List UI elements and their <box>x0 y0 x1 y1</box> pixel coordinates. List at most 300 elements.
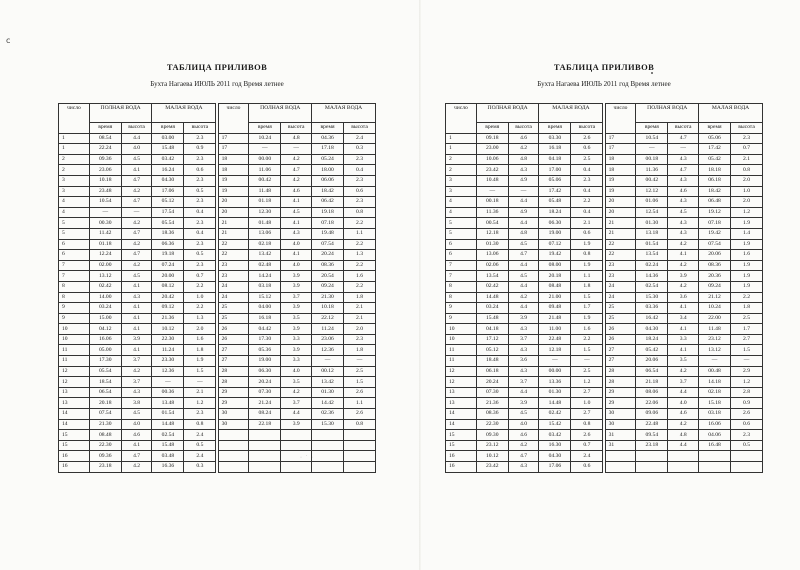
table-cell: 02.18 <box>699 387 731 398</box>
table-cell: 4.8 <box>668 430 699 441</box>
table-cell: 4.3 <box>668 175 699 186</box>
day-header: число <box>59 104 90 134</box>
table-cell <box>312 462 344 473</box>
table-cell: 02.42 <box>476 281 508 292</box>
table-cell: 4.2 <box>508 144 539 155</box>
table-cell: 4.3 <box>508 462 539 473</box>
table-cell: 0.4 <box>184 228 216 239</box>
table-cell: 4.1 <box>668 250 699 261</box>
table-cell: 4.1 <box>121 324 152 335</box>
table-cell: 0.8 <box>731 165 763 176</box>
table-cell: 2.3 <box>344 197 376 208</box>
table-cell: 3.7 <box>121 356 152 367</box>
table-cell: 18.48 <box>476 356 508 367</box>
table-cell: 18 <box>605 154 636 165</box>
table-cell: 13 <box>59 387 90 398</box>
table-row <box>446 430 763 441</box>
table-cell: 4 <box>446 207 477 218</box>
table-cell: 03.42 <box>152 154 184 165</box>
table-cell: 1.6 <box>344 271 376 282</box>
table-cell: 29 <box>605 398 636 409</box>
table-cell: 09.36 <box>89 154 121 165</box>
table-cell: 4.9 <box>508 207 539 218</box>
table-cell: 20.18 <box>89 398 121 409</box>
table-cell: 4.2 <box>121 218 152 229</box>
table-cell: 04.12 <box>89 324 121 335</box>
table-cell: 17.42 <box>699 144 731 155</box>
table-cell: 20.54 <box>312 271 344 282</box>
table-cell: 10.48 <box>476 175 508 186</box>
table-cell: 17.30 <box>89 356 121 367</box>
table-cell: 11.24 <box>312 324 344 335</box>
table-cell: 4.5 <box>121 409 152 420</box>
table-cell: 13.12 <box>89 271 121 282</box>
table-cell <box>731 451 763 462</box>
table-cell: 23.42 <box>476 462 508 473</box>
table-cell: 4.4 <box>508 281 539 292</box>
table-cell: 0.6 <box>571 462 603 473</box>
table-cell: 10.12 <box>476 451 508 462</box>
table-cell: 04.30 <box>539 451 571 462</box>
table-cell: 02.54 <box>152 430 184 441</box>
table-cell: 08.36 <box>312 260 344 271</box>
table-cell: 2.1 <box>344 313 376 324</box>
table-cell: 31 <box>605 430 636 441</box>
table-cell: 3 <box>59 175 90 186</box>
table-cell: 2.6 <box>344 409 376 420</box>
table-cell: 28 <box>218 366 249 377</box>
table-cell: 3 <box>446 186 477 197</box>
table-cell: 1.9 <box>571 260 603 271</box>
table-cell: 05.42 <box>699 154 731 165</box>
table-cell: 28 <box>218 377 249 388</box>
table-cell: 17.30 <box>249 334 281 345</box>
table-cell: 4.0 <box>121 144 152 155</box>
table-cell: 20.00 <box>152 271 184 282</box>
table-cell <box>344 430 376 441</box>
table-row <box>59 154 376 165</box>
table-cell: 21 <box>605 228 636 239</box>
table-row <box>59 228 376 239</box>
table-cell: 2.0 <box>344 324 376 335</box>
table-cell: 18.54 <box>89 377 121 388</box>
table-row <box>59 239 376 250</box>
table-cell: 5 <box>446 218 477 229</box>
table-row <box>59 356 376 367</box>
table-cell: 00.00 <box>249 154 281 165</box>
table-cell: 16.18 <box>539 144 571 155</box>
table-cell: 15.30 <box>312 419 344 430</box>
table-cell: — <box>668 144 699 155</box>
table-row <box>59 377 376 388</box>
table-cell: — <box>184 377 216 388</box>
table-cell: 26 <box>218 334 249 345</box>
table-cell: 02.18 <box>249 239 281 250</box>
table-row <box>59 409 376 420</box>
height-header: высота <box>668 123 699 134</box>
table-cell <box>249 462 281 473</box>
table-cell: 20.18 <box>539 271 571 282</box>
table-cell: 2 <box>446 154 477 165</box>
table-cell: 21.36 <box>476 398 508 409</box>
table-cell: 2.7 <box>731 334 763 345</box>
table-cell: — <box>476 186 508 197</box>
table-cell: 15.00 <box>89 313 121 324</box>
speck <box>651 72 653 74</box>
table-cell: 11.48 <box>699 324 731 335</box>
table-cell: 4.0 <box>508 419 539 430</box>
table-cell: 2.5 <box>571 366 603 377</box>
table-cell: 4.3 <box>508 165 539 176</box>
table-cell: 2.5 <box>571 154 603 165</box>
table-cell: 4.2 <box>668 366 699 377</box>
table-cell: 3.5 <box>668 356 699 367</box>
table-cell: 4.0 <box>121 419 152 430</box>
table-cell: 4.4 <box>508 260 539 271</box>
table-cell: 2.6 <box>731 409 763 420</box>
table-row <box>59 462 376 473</box>
table-cell: 16.18 <box>249 313 281 324</box>
table-cell: 03.30 <box>539 133 571 144</box>
table-cell: 1.1 <box>571 271 603 282</box>
table-row <box>59 271 376 282</box>
table-cell: 4.3 <box>508 366 539 377</box>
table-cell: 4.4 <box>668 440 699 451</box>
table-cell: 08.48 <box>89 430 121 441</box>
table-cell: 07.30 <box>249 387 281 398</box>
table-cell <box>218 430 249 441</box>
table-cell: 4.6 <box>508 133 539 144</box>
table-cell <box>281 462 312 473</box>
table-cell: 14 <box>59 419 90 430</box>
table-cell: 14.48 <box>539 398 571 409</box>
table-cell: 12 <box>59 377 90 388</box>
table-cell: 09.36 <box>89 451 121 462</box>
table-cell: 19 <box>605 175 636 186</box>
table-cell: 4.1 <box>121 303 152 314</box>
time-header: время <box>699 123 731 134</box>
table-cell: 4.8 <box>508 228 539 239</box>
table-cell: 02.54 <box>636 281 668 292</box>
table-cell <box>218 462 249 473</box>
table-cell: 2.3 <box>344 175 376 186</box>
table-cell: 22.48 <box>539 334 571 345</box>
table-cell: 3 <box>446 175 477 186</box>
table-cell: 4.2 <box>668 281 699 292</box>
table-cell: 20.36 <box>699 271 731 282</box>
table-cell: 1.9 <box>731 271 763 282</box>
table-cell: 17 <box>218 144 249 155</box>
table-cell: 4.3 <box>121 387 152 398</box>
table-cell: 05.48 <box>539 197 571 208</box>
table-cell: 22.30 <box>152 334 184 345</box>
table-cell: 4.1 <box>281 218 312 229</box>
table-cell: 1.6 <box>571 324 603 335</box>
table-cell: 01.30 <box>476 239 508 250</box>
table-cell: 26 <box>605 334 636 345</box>
table-cell: 11.00 <box>539 324 571 335</box>
table-cell: 1.0 <box>731 186 763 197</box>
table-cell: 09.30 <box>476 430 508 441</box>
table-cell: 1 <box>59 144 90 155</box>
table-cell: 3.7 <box>508 334 539 345</box>
table-cell: 03.24 <box>89 303 121 314</box>
table-cell: 1.8 <box>731 303 763 314</box>
height-header: высота <box>281 123 312 134</box>
table-cell: 18.36 <box>152 228 184 239</box>
table-cell: 16.30 <box>539 440 571 451</box>
table-cell: 03.24 <box>476 303 508 314</box>
table-cell: 4.3 <box>668 197 699 208</box>
page-fold <box>419 0 421 570</box>
table-row <box>59 165 376 176</box>
table-cell: 0.4 <box>344 165 376 176</box>
table-cell: 20.24 <box>249 377 281 388</box>
table-row <box>446 144 763 155</box>
table-cell: 13.36 <box>539 377 571 388</box>
table-cell: 20 <box>218 207 249 218</box>
table-row <box>446 197 763 208</box>
table-cell: 18.42 <box>699 186 731 197</box>
table-cell: 12.30 <box>249 207 281 218</box>
table-row <box>59 451 376 462</box>
table-cell: 10.18 <box>89 175 121 186</box>
table-cell: 2.3 <box>184 175 216 186</box>
table-cell: 2.4 <box>184 451 216 462</box>
table-cell: 03.36 <box>636 303 668 314</box>
table-cell: 05.12 <box>476 345 508 356</box>
table-cell: 0.8 <box>571 419 603 430</box>
table-cell: 1.7 <box>731 324 763 335</box>
table-cell: 00.00 <box>539 366 571 377</box>
table-subtitle: Бухта Нагаева ИЮЛЬ 2011 год Время летнее <box>150 80 284 88</box>
table-cell: 3.6 <box>508 356 539 367</box>
table-cell: 11.42 <box>89 228 121 239</box>
table-cell: 06.48 <box>699 197 731 208</box>
table-cell <box>312 430 344 441</box>
table-cell: 22 <box>605 239 636 250</box>
table-cell: 24 <box>605 292 636 303</box>
table-cell: 00.48 <box>699 366 731 377</box>
table-cell: 23.12 <box>699 334 731 345</box>
table-cell: 1.1 <box>344 228 376 239</box>
table-cell: 1.0 <box>571 398 603 409</box>
table-row <box>446 218 763 229</box>
table-cell: 12.36 <box>152 366 184 377</box>
table-cell: 12.18 <box>539 345 571 356</box>
table-cell: 08.12 <box>152 281 184 292</box>
table-cell: 13.54 <box>636 250 668 261</box>
table-cell: 10.06 <box>476 154 508 165</box>
table-cell: 14.42 <box>312 398 344 409</box>
table-cell: 5 <box>59 218 90 229</box>
table-cell: 4.1 <box>668 324 699 335</box>
table-cell: 4.5 <box>281 207 312 218</box>
table-cell: 04.18 <box>539 154 571 165</box>
table-cell: 00.18 <box>636 154 668 165</box>
day-header: число <box>605 104 636 134</box>
table-row <box>446 409 763 420</box>
table-cell: 17.00 <box>539 165 571 176</box>
table-cell: 26 <box>605 324 636 335</box>
table-cell: 2.3 <box>184 133 216 144</box>
table-cell: 3.7 <box>281 398 312 409</box>
table-cell: 0.9 <box>731 398 763 409</box>
table-cell: 20.24 <box>312 250 344 261</box>
table-cell: 4.7 <box>121 250 152 261</box>
table-cell: 7 <box>446 271 477 282</box>
table-cell: 12 <box>446 366 477 377</box>
table-cell: 15 <box>446 440 477 451</box>
table-cell: 11 <box>59 356 90 367</box>
table-cell: 2.2 <box>571 334 603 345</box>
table-cell: 11 <box>446 345 477 356</box>
table-cell: 22 <box>218 250 249 261</box>
table-cell: 1.8 <box>571 281 603 292</box>
table-cell: 4.9 <box>508 175 539 186</box>
table-cell: 3.9 <box>281 303 312 314</box>
table-cell: 08.06 <box>636 387 668 398</box>
table-cell: 20.42 <box>152 292 184 303</box>
table-cell: 9 <box>446 313 477 324</box>
table-cell: 22.18 <box>249 419 281 430</box>
table-cell: 4.5 <box>508 239 539 250</box>
table-cell: 02.36 <box>312 409 344 420</box>
table-cell: 4.2 <box>281 387 312 398</box>
table-cell: 4.1 <box>281 197 312 208</box>
table-cell: 4 <box>59 207 90 218</box>
table-cell: 06.30 <box>539 218 571 229</box>
table-cell: 12.24 <box>89 250 121 261</box>
table-cell: 14.48 <box>476 292 508 303</box>
table-row <box>446 419 763 430</box>
table-cell: 4.1 <box>121 165 152 176</box>
table-cell: 16.48 <box>699 440 731 451</box>
table-cell: 23 <box>218 271 249 282</box>
table-cell: 0.4 <box>571 165 603 176</box>
table-cell: 00.36 <box>152 387 184 398</box>
table-row <box>59 250 376 261</box>
table-cell: 15.48 <box>152 440 184 451</box>
table-cell: 3.9 <box>121 334 152 345</box>
table-cell: 19.18 <box>152 250 184 261</box>
table-cell: 16.42 <box>636 313 668 324</box>
table-row <box>446 260 763 271</box>
table-cell: 4.5 <box>121 271 152 282</box>
table-cell: 22.48 <box>636 419 668 430</box>
table-cell <box>636 462 668 473</box>
table-cell: 22.06 <box>636 398 668 409</box>
table-cell: 3.7 <box>668 377 699 388</box>
table-cell: 04.30 <box>152 175 184 186</box>
table-cell: 4.4 <box>121 133 152 144</box>
table-cell: 4 <box>446 197 477 208</box>
table-cell: 4.5 <box>508 409 539 420</box>
high-water-header: ПОЛНАЯ ВОДА <box>476 104 539 123</box>
table-cell: 22.00 <box>699 313 731 324</box>
table-cell: 3.3 <box>668 334 699 345</box>
table-cell: 27 <box>605 356 636 367</box>
table-cell: 29 <box>218 398 249 409</box>
table-cell: 7 <box>59 271 90 282</box>
table-cell: 23.00 <box>476 144 508 155</box>
table-cell <box>249 430 281 441</box>
table-cell: 4.4 <box>508 387 539 398</box>
table-cell: 2.1 <box>731 154 763 165</box>
table-cell: 4.4 <box>668 387 699 398</box>
table-cell: 21 <box>218 218 249 229</box>
table-cell: 2.3 <box>731 430 763 441</box>
table-cell: 13.48 <box>152 398 184 409</box>
table-cell: 00.30 <box>89 218 121 229</box>
table-cell: 0.6 <box>344 186 376 197</box>
table-cell: 2.3 <box>184 197 216 208</box>
table-row <box>59 303 376 314</box>
table-cell: 4.1 <box>121 440 152 451</box>
table-cell: 4.2 <box>508 292 539 303</box>
table-cell: 05.06 <box>539 175 571 186</box>
table-row <box>446 440 763 451</box>
height-header: высота <box>184 123 216 134</box>
table-cell: 12 <box>446 377 477 388</box>
table-cell: 09.24 <box>312 281 344 292</box>
table-cell: 01.18 <box>249 197 281 208</box>
table-cell: 10.54 <box>89 197 121 208</box>
table-cell: 13 <box>446 387 477 398</box>
table-cell: 2.3 <box>731 133 763 144</box>
table-cell: 23.06 <box>89 165 121 176</box>
table-row <box>59 292 376 303</box>
table-cell: 4.7 <box>121 175 152 186</box>
table-cell: 07.54 <box>699 239 731 250</box>
table-cell: 26 <box>218 324 249 335</box>
table-row <box>59 197 376 208</box>
table-cell: — <box>121 207 152 218</box>
table-cell: 0.4 <box>571 186 603 197</box>
table-row <box>446 154 763 165</box>
table-cell: 23 <box>218 260 249 271</box>
table-cell: 2.3 <box>344 334 376 345</box>
table-cell: 1.5 <box>344 377 376 388</box>
table-cell: 20 <box>605 207 636 218</box>
table-row <box>446 387 763 398</box>
day-header: число <box>446 104 477 134</box>
table-cell: 07.18 <box>312 218 344 229</box>
table-cell: 2.7 <box>571 387 603 398</box>
table-row <box>446 228 763 239</box>
table-cell: 0.6 <box>184 165 216 176</box>
table-cell: 2.3 <box>184 409 216 420</box>
table-cell: 23.42 <box>476 165 508 176</box>
table-cell: 0.8 <box>571 250 603 261</box>
faint-stamp: · ˙ · <box>300 455 314 461</box>
table-cell: 23.06 <box>312 334 344 345</box>
table-cell: 05.12 <box>152 197 184 208</box>
table-cell: 4.8 <box>508 154 539 165</box>
table-cell: 04.06 <box>699 430 731 441</box>
height-header: высота <box>731 123 763 134</box>
table-cell: 1.2 <box>184 398 216 409</box>
table-cell: 06.18 <box>699 175 731 186</box>
table-cell: 4.2 <box>121 239 152 250</box>
table-cell: 2.4 <box>184 430 216 441</box>
table-cell: 8 <box>446 292 477 303</box>
height-header: высота <box>571 123 603 134</box>
table-cell: 4.1 <box>281 250 312 261</box>
time-header: время <box>89 123 121 134</box>
table-row <box>59 144 376 155</box>
table-cell: 15 <box>446 430 477 441</box>
